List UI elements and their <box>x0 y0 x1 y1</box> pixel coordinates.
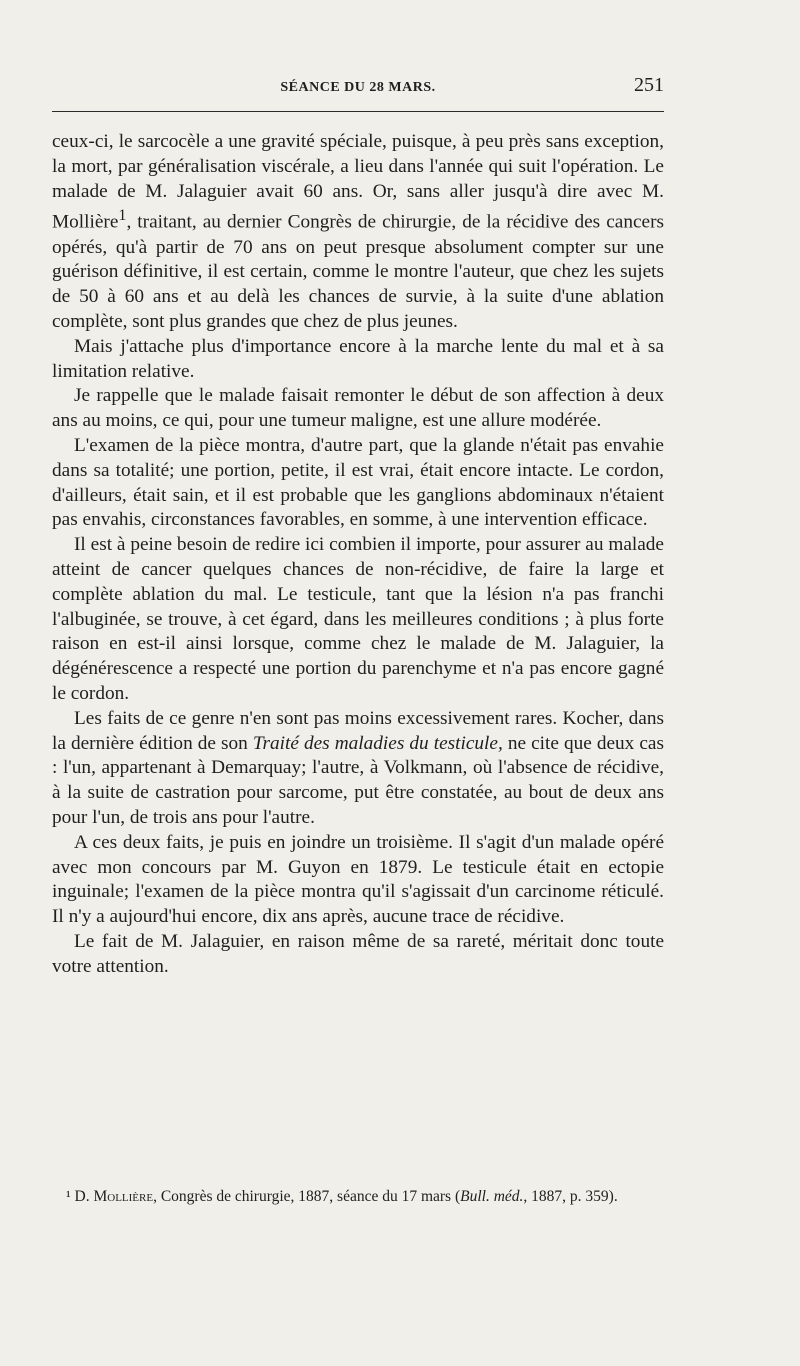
paragraph <box>52 130 664 335</box>
paragraph: Le fait de M. Jalaguier, en raison même de sa rareté, méritait donc toute votre attention. <box>52 930 664 977</box>
running-header <box>52 74 664 100</box>
running-head: SÉANCE DU 28 MARS. <box>280 80 436 95</box>
paragraph-text-continued: , traitant, au dernier Congrès de chirurgie, de la récidive des cancers opérés, qu'à partir de 70 ans on peut presque absolument compter sur une guérison définitive, il est certain, comme le montre l'auteur, que chez les sujets de 50 à 60 ans et au delà les chances de survie, à la suite d'une ablation complète, sont plus grandes que chez de plus jeunes. <box>52 211 664 332</box>
footnote-author: D. Mollière <box>74 1188 154 1205</box>
paragraph: Je rappelle que le malade faisait remonter le début de son affection à deux ans au moins, ce qui, pour une tumeur maligne, est une allure modérée. <box>52 385 664 432</box>
footnote-text-end: , 1887, p. 359). <box>523 1188 618 1205</box>
paragraph-text: ceux-ci, le sarcocèle a une gravité spéciale, puisque, à peu près sans exception, la mort, par généralisation viscérale, a lieu dans l'année qui suit l'opération. Le malade de M. Jalaguier avait 60 ans. Or, sans aller jusqu'à dire avec M. Mollière <box>52 131 664 233</box>
paragraph <box>52 707 664 831</box>
footnote-text: , Congrès de chirurgie, 1887, séance du 17 mars ( <box>153 1188 461 1205</box>
header-rule <box>52 111 664 112</box>
footnote <box>52 1186 664 1208</box>
paragraph: Il est à peine besoin de redire ici combien il importe, pour assurer au malade atteint de cancer quelques chances de non-récidive, de faire la large et complète ablation du mal. Le testicule, tant que la lésion n'a pas franchi l'albuginée, se trouve, à cet égard, dans les meilleures conditions ; à plus forte raison en est-il ainsi lorsque, comme chez le malade de M. Jalaguier, la dégénérescence a respecté une portion du parenchyme et n'a pas encore gagné le cordon. <box>52 534 664 704</box>
footnote-marker: ¹ <box>66 1188 71 1205</box>
book-title: Traité des maladies du testicule, <box>252 732 503 754</box>
footnote-reference: 1 <box>118 207 127 225</box>
paragraph-text-continued: ne cite que deux cas : l'un, appartenant à Demarquay; l'autre, à Volkmann, où l'absence de récidive, à la suite de castration pour sarcome, put être constatée, au bout de deux ans pour l'un, de trois ans pour l'autre. <box>52 732 664 828</box>
footnote-source: Bull. méd. <box>460 1188 524 1205</box>
paragraph-text: Les faits de ce genre n'en sont pas moins excessivement rares. Kocher, dans la dernière édition de son <box>52 707 664 754</box>
paragraph: Mais j'attache plus d'importance encore à la marche lente du mal et à sa limitation relative. <box>52 335 664 382</box>
paragraph: A ces deux faits, je puis en joindre un troisième. Il s'agit d'un malade opéré avec mon concours par M. Guyon en 1879. Le testicule était en ectopie inguinale; l'examen de la pièce montra qu'il s'agissait d'un carcinome réticulé. Il n'y a aujourd'hui encore, dix ans après, aucune trace de récidive. <box>52 831 664 928</box>
page-number: 251 <box>634 74 664 96</box>
body-text <box>52 130 664 980</box>
paragraph: L'examen de la pièce montra, d'autre part, que la glande n'était pas envahie dans sa totalité; une portion, petite, il est vrai, était encore intacte. Le cordon, d'ailleurs, était sain, et il est probable que les ganglions abdominaux n'étaient pas envahis, circonstances favorables, en somme, à une intervention efficace. <box>52 434 664 531</box>
